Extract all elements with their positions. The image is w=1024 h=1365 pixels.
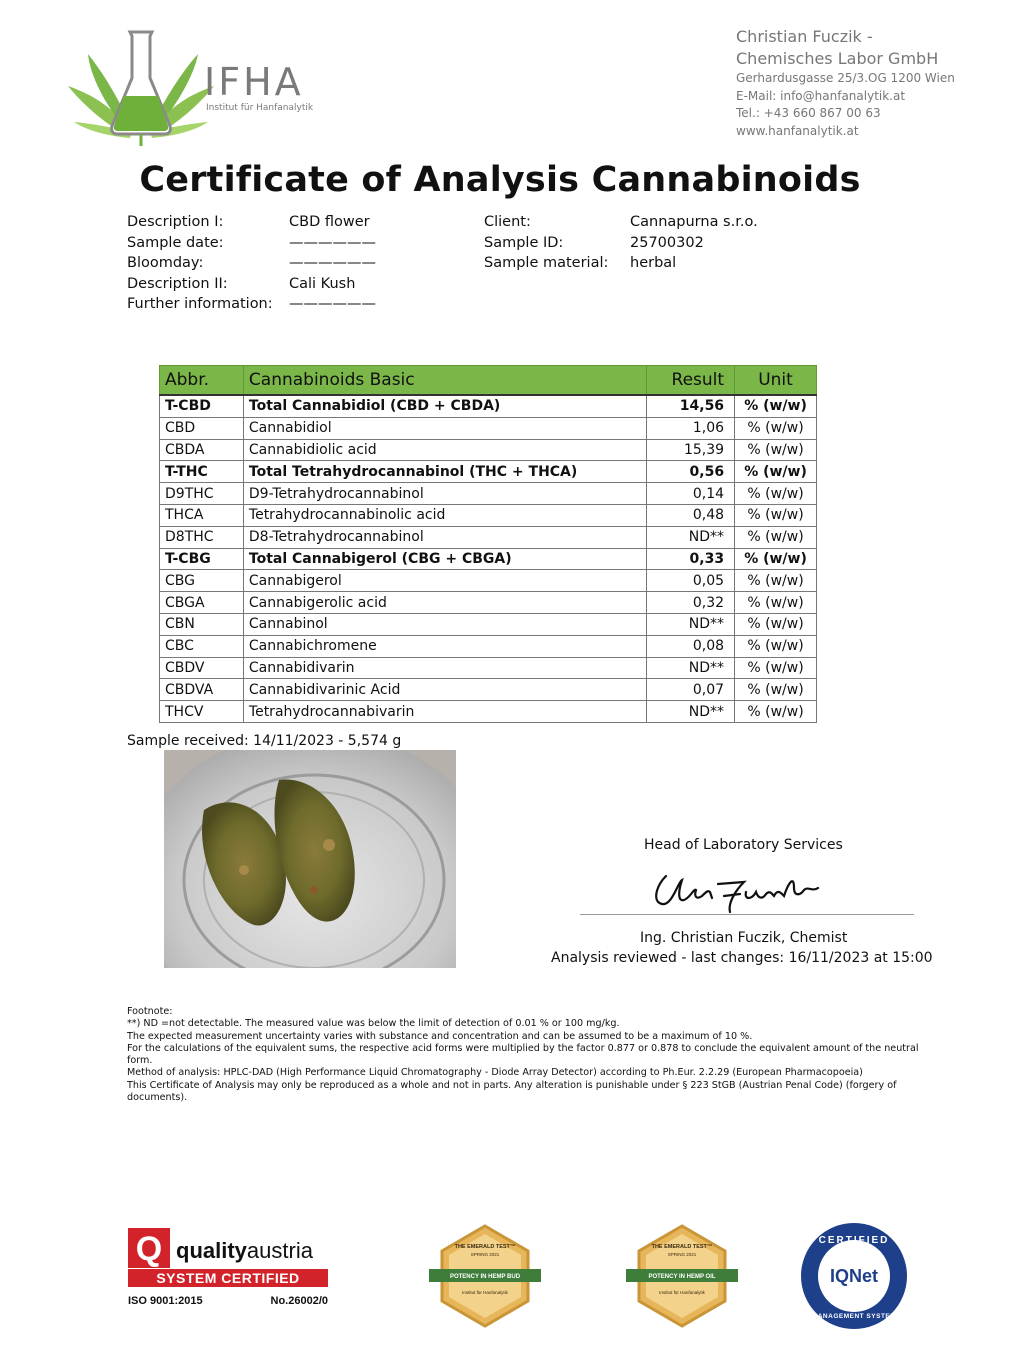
cell-unit: % (w/w) bbox=[735, 635, 817, 657]
meta-value: 25700302 bbox=[630, 234, 704, 251]
meta-value: —————— bbox=[289, 296, 376, 312]
cell-name: Cannabigerol bbox=[243, 570, 646, 592]
meta-left-labels bbox=[127, 212, 273, 315]
cell-unit: % (w/w) bbox=[735, 592, 817, 614]
company-address-block bbox=[736, 26, 955, 140]
cell-name: Cannabigerolic acid bbox=[243, 592, 646, 614]
analysis-reviewed-date: Analysis reviewed - last changes: 16/11/2023 at 15:00 bbox=[551, 950, 933, 966]
cell-result: 14,56 bbox=[647, 395, 735, 417]
cell-abbr: CBN bbox=[160, 613, 244, 635]
cell-name: Total Cannabigerol (CBG + CBGA) bbox=[243, 548, 646, 570]
cannabinoids-results-table bbox=[159, 365, 817, 723]
qa-banner: SYSTEM CERTIFIED bbox=[156, 1270, 300, 1286]
meta-right-labels bbox=[484, 212, 608, 274]
cell-name: Cannabinol bbox=[243, 613, 646, 635]
footnote-line: For the calculations of the equivalent sums, the respective acid forms were multiplied by the factor 0.877 or 0.878 to conclude the equivalent amount of the neutral form. bbox=[127, 1042, 919, 1067]
table-row bbox=[160, 417, 817, 439]
signature-divider bbox=[580, 914, 914, 915]
emerald-test-badge-bud bbox=[429, 1226, 541, 1326]
cell-abbr: D9THC bbox=[160, 483, 244, 505]
table-row bbox=[160, 548, 817, 570]
qa-brand-light: austria bbox=[246, 1238, 313, 1263]
cell-result: 0,14 bbox=[647, 483, 735, 505]
cell-result: ND** bbox=[647, 613, 735, 635]
qa-iso: ISO 9001:2015 bbox=[128, 1295, 203, 1307]
cell-unit: % (w/w) bbox=[735, 483, 817, 505]
table-row bbox=[160, 657, 817, 679]
cell-unit: % (w/w) bbox=[735, 570, 817, 592]
table-row bbox=[160, 395, 817, 417]
cell-name: D8-Tetrahydrocannabinol bbox=[243, 526, 646, 548]
cell-name: Cannabidiol bbox=[243, 417, 646, 439]
cell-unit: % (w/w) bbox=[735, 395, 817, 417]
cell-result: 1,06 bbox=[647, 417, 735, 439]
address-line: Gerhardusgasse 25/3.OG 1200 Wien bbox=[736, 71, 955, 85]
cell-name: Cannabidiolic acid bbox=[243, 439, 646, 461]
cell-unit: % (w/w) bbox=[735, 657, 817, 679]
cell-name: Total Tetrahydrocannabinol (THC + THCA) bbox=[243, 461, 646, 483]
signatory-name: Ing. Christian Fuczik, Chemist bbox=[640, 930, 848, 946]
table-row bbox=[160, 570, 817, 592]
meta-left-values bbox=[289, 212, 376, 315]
cell-abbr: CBDVA bbox=[160, 679, 244, 701]
ifha-leaf-flask-logo bbox=[66, 26, 216, 148]
logo-subtitle: Institut für Hanfanalytik bbox=[206, 103, 314, 113]
meta-value: CBD flower bbox=[289, 214, 370, 230]
iqnet-top: CERTIFIED bbox=[818, 1235, 890, 1246]
table-row bbox=[160, 483, 817, 505]
meta-label: Further information: bbox=[127, 296, 273, 312]
meta-value: —————— bbox=[289, 234, 376, 251]
cell-result: 0,33 bbox=[647, 548, 735, 570]
table-row bbox=[160, 439, 817, 461]
emerald-sub: Institut für Hanfanalytik bbox=[462, 1290, 508, 1295]
certification-badges bbox=[120, 1218, 940, 1338]
emerald-ribbon: POTENCY IN HEMP OIL bbox=[648, 1274, 716, 1280]
cell-name: Cannabidivarinic Acid bbox=[243, 679, 646, 701]
footnote-line: **) ND =not detectable. The measured value was below the limit of detection of 0.01 % or 100 mg/kg. bbox=[127, 1018, 620, 1030]
table-row bbox=[160, 526, 817, 548]
phone-line: Tel.: +43 660 867 00 63 bbox=[736, 106, 881, 120]
table-header-row bbox=[160, 366, 817, 396]
column-header-abbr: Abbr. bbox=[160, 366, 244, 396]
qa-brand-bold: quality bbox=[176, 1238, 247, 1263]
meta-label: Client: bbox=[484, 214, 531, 230]
cell-result: 0,48 bbox=[647, 504, 735, 526]
quality-austria-badge bbox=[128, 1228, 328, 1307]
emerald-top: THE EMERALD TEST™ bbox=[651, 1244, 713, 1250]
cell-unit: % (w/w) bbox=[735, 526, 817, 548]
iqnet-bottom: MANAGEMENT SYSTEM bbox=[811, 1313, 897, 1320]
footnote-line: The expected measurement uncertainty varies with substance and concentration and can be assumed to be a maximum of 10 %. bbox=[127, 1030, 753, 1042]
cell-name: Cannabidivarin bbox=[243, 657, 646, 679]
cell-abbr: CBD bbox=[160, 417, 244, 439]
cell-unit: % (w/w) bbox=[735, 504, 817, 526]
cell-abbr: D8THC bbox=[160, 526, 244, 548]
svg-text:qualityaustria bbox=[176, 1238, 314, 1263]
table-body bbox=[160, 395, 817, 722]
cell-abbr: CBG bbox=[160, 570, 244, 592]
sample-photo bbox=[164, 750, 456, 968]
handwritten-signature bbox=[648, 862, 828, 918]
cell-result: 0,07 bbox=[647, 679, 735, 701]
table-row bbox=[160, 679, 817, 701]
signature-heading: Head of Laboratory Services bbox=[644, 837, 843, 853]
meta-value: herbal bbox=[630, 255, 677, 271]
cell-unit: % (w/w) bbox=[735, 701, 817, 723]
cell-name: Tetrahydrocannabinolic acid bbox=[243, 504, 646, 526]
emerald-sub: Institut für Hanfanalytik bbox=[659, 1290, 705, 1295]
emerald-season: SPRING 2021 bbox=[667, 1252, 697, 1257]
meta-label: Bloomday: bbox=[127, 255, 204, 271]
table-row bbox=[160, 635, 817, 657]
column-header-name: Cannabinoids Basic bbox=[243, 366, 646, 396]
table-row bbox=[160, 592, 817, 614]
meta-label: Description I: bbox=[127, 214, 224, 230]
column-header-result: Result bbox=[647, 366, 735, 396]
cell-abbr: THCV bbox=[160, 701, 244, 723]
meta-label: Sample date: bbox=[127, 234, 224, 251]
cell-abbr: CBDA bbox=[160, 439, 244, 461]
emerald-ribbon: POTENCY IN HEMP BUD bbox=[449, 1274, 521, 1280]
table-row bbox=[160, 504, 817, 526]
cell-result: 0,56 bbox=[647, 461, 735, 483]
cell-abbr: T-CBG bbox=[160, 548, 244, 570]
footnote-line: This Certificate of Analysis may only be reproduced as a whole and not in parts. Any alteration is punishable under § 223 StGB (Austrian Penal Code) (forgery of documents). bbox=[127, 1079, 897, 1104]
logo-wordmark: IFHA bbox=[204, 60, 304, 104]
cell-unit: % (w/w) bbox=[735, 679, 817, 701]
cell-abbr: CBDV bbox=[160, 657, 244, 679]
cell-abbr: CBC bbox=[160, 635, 244, 657]
meta-label: Sample material: bbox=[484, 255, 609, 271]
cell-result: 0,05 bbox=[647, 570, 735, 592]
cell-result: ND** bbox=[647, 657, 735, 679]
cell-result: 15,39 bbox=[647, 439, 735, 461]
cell-abbr: CBGA bbox=[160, 592, 244, 614]
cell-unit: % (w/w) bbox=[735, 417, 817, 439]
cell-result: 0,32 bbox=[647, 592, 735, 614]
column-header-unit: Unit bbox=[735, 366, 817, 396]
meta-value: Cannapurna s.r.o. bbox=[630, 214, 758, 230]
cell-unit: % (w/w) bbox=[735, 548, 817, 570]
emerald-test-badge-oil bbox=[626, 1226, 738, 1326]
meta-value: —————— bbox=[289, 255, 376, 271]
table-row bbox=[160, 701, 817, 723]
cell-unit: % (w/w) bbox=[735, 439, 817, 461]
cell-name: Tetrahydrocannabivarin bbox=[243, 701, 646, 723]
iqnet-brand: IQNet bbox=[829, 1266, 879, 1286]
cell-result: 0,08 bbox=[647, 635, 735, 657]
iqnet-certified-badge bbox=[801, 1223, 907, 1329]
sample-received: Sample received: 14/11/2023 - 5,574 g bbox=[127, 733, 402, 749]
cell-unit: % (w/w) bbox=[735, 613, 817, 635]
company-name-line-1: Christian Fuczik - bbox=[736, 27, 873, 46]
cell-result: ND** bbox=[647, 701, 735, 723]
cell-name: Cannabichromene bbox=[243, 635, 646, 657]
footnote-line: Method of analysis: HPLC-DAD (High Performance Liquid Chromatography - Diode Array Detector) according to Ph.Eur. 2.2.29 (European Pharmacopoeia) bbox=[127, 1067, 863, 1079]
cell-abbr: T-CBD bbox=[160, 395, 244, 417]
footnote-heading: Footnote: bbox=[127, 1006, 173, 1017]
company-name-line-2: Chemisches Labor GmbH bbox=[736, 49, 939, 68]
svg-text:Q: Q bbox=[135, 1230, 163, 1268]
table-row bbox=[160, 461, 817, 483]
cell-abbr: THCA bbox=[160, 504, 244, 526]
meta-right-values bbox=[630, 212, 758, 274]
meta-value: Cali Kush bbox=[289, 275, 356, 292]
meta-label: Description II: bbox=[127, 275, 228, 292]
cell-result: ND** bbox=[647, 526, 735, 548]
cell-name: D9-Tetrahydrocannabinol bbox=[243, 483, 646, 505]
footnote-block bbox=[127, 1006, 939, 1104]
page-title: Certificate of Analysis Cannabinoids bbox=[139, 160, 861, 200]
cell-unit: % (w/w) bbox=[735, 461, 817, 483]
qa-number: No.26002/0 bbox=[270, 1295, 328, 1307]
meta-label: Sample ID: bbox=[484, 234, 564, 251]
emerald-season: SPRING 2021 bbox=[470, 1252, 500, 1257]
cell-abbr: T-THC bbox=[160, 461, 244, 483]
emerald-top: THE EMERALD TEST™ bbox=[454, 1244, 516, 1250]
website-line: www.hanfanalytik.at bbox=[736, 123, 859, 138]
cell-name: Total Cannabidiol (CBD + CBDA) bbox=[243, 395, 646, 417]
table-row bbox=[160, 613, 817, 635]
email-line: E-Mail: info@hanfanalytik.at bbox=[736, 88, 906, 103]
